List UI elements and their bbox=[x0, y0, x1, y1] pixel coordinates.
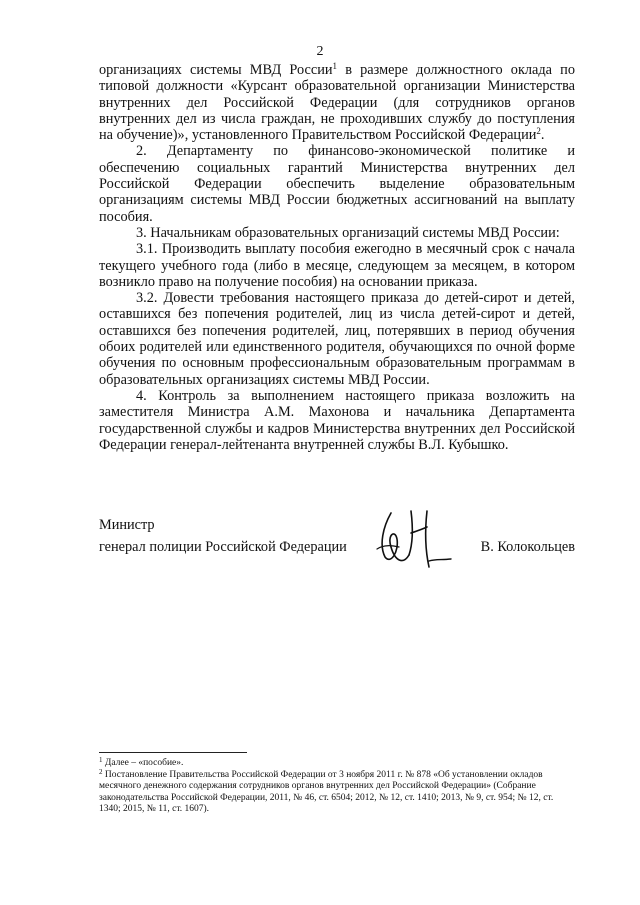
paragraph-item-3-2: 3.2. Довести требования настоящего приказа до детей-сирот и детей, оставшихся без попечения родителей, лиц из числа детей-сирот и детей, оставшихся без попечения родителей, лиц, потерявших в период обучения обоих родителей или единственного родителя, обучающихся по очной форме обучения по основным профессиональным образовательным программам в образовательных организациях системы МВД России. bbox=[99, 290, 575, 388]
footnote-1: $^1$ Далее – «пособие». bbox=[99, 756, 184, 768]
paragraph-continued: организациях системы МВД России$^1$ в размере должностного оклада по типовой должности «Курсант образовательной организации Министерства внутренних дел Российской Федерации (для сотрудников органов внутренних дел из числа граждан, не проходивших службу до поступления на обучение)», установленного Правительством Российской Федерации$^2$. bbox=[99, 61, 575, 144]
document-body bbox=[99, 62, 575, 453]
signer-name: В. Колокольцев bbox=[480, 539, 575, 555]
footnotes bbox=[99, 758, 575, 816]
footnote-2: $^2$ Постановление Правительства Российской Федерации от 3 ноября 2011 г. № 878 «Об установлении окладов месячного денежного содержания сотрудников органов внутренних дел Российской Федерации» (Собрание законодательства Российской Федерации, 2011, № 46, ст. 6504; 2012, № 12, ст. 1410; 2013, № 9, ст. 954; № 12, ст. 1340; 2015, № 11, ст. 1607). bbox=[99, 767, 554, 814]
footnote-ref-2: 2 bbox=[536, 126, 541, 137]
page-number: 2 bbox=[316, 44, 324, 59]
paragraph-item-2: 2. Департаменту по финансово-экономической политике и обеспечению социальных гарантий Министерства внутренних дел Российской Федерации обеспечить выделение образовательным организациям системы МВД России бюджетных ассигнований на выплату пособия. bbox=[99, 143, 575, 225]
signer-title: Министр bbox=[99, 517, 155, 533]
signature-block bbox=[99, 515, 575, 585]
footnote-ref-1: 1 bbox=[332, 61, 338, 71]
handwritten-signature bbox=[369, 505, 459, 577]
paragraph-item-4: 4. Контроль за выполнением настоящего приказа возложить на заместителя Министра А.М. Махонова и начальника Департамента государственной службы и кадров Министерства внутренних дел Российской Федерации генерал-лейтенанта внутренней службы В.Л. Кубышко. bbox=[99, 387, 575, 453]
paragraph-item-3: 3. Начальникам образовательных организаций системы МВД России: bbox=[136, 224, 560, 241]
paragraph-item-3-1: 3.1. Производить выплату пособия ежегодно в месячный срок с начала текущего учебного года (либо в месяце, следующем за месяцем, в котором возникло право на получение пособия) на основании приказа. bbox=[99, 241, 575, 290]
signer-rank: генерал полиции Российской Федерации bbox=[99, 539, 347, 555]
footnote-divider bbox=[99, 752, 247, 753]
